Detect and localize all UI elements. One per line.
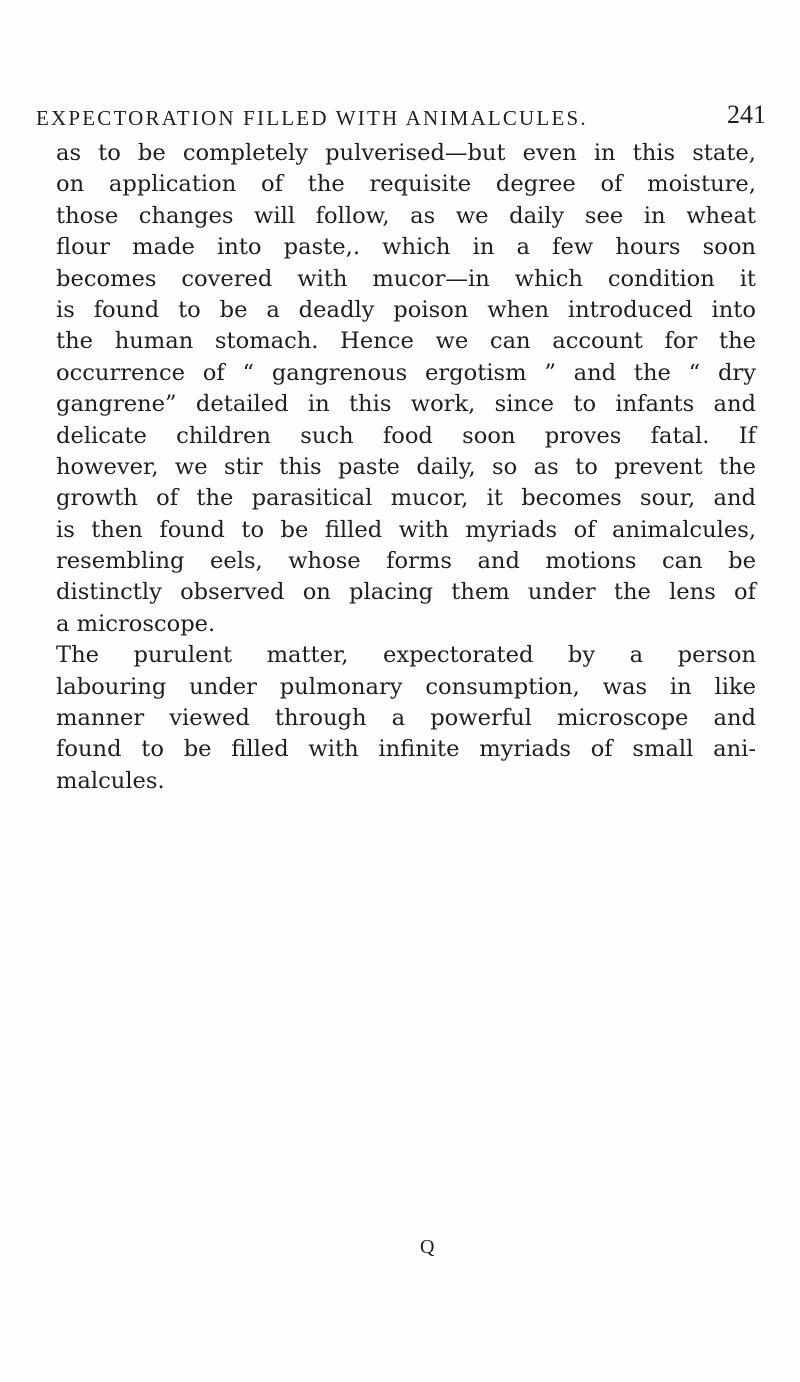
text-line: flour made into paste,. which in a few hours soon: [56, 234, 756, 261]
text-line: distinctly observed on placing them under the lens of: [56, 579, 756, 606]
text-line: delicate children such food soon proves fatal. If: [56, 422, 756, 449]
text-line: a microscope.: [56, 610, 216, 637]
text-line: manner viewed through a powerful microscope and: [56, 705, 756, 732]
page-header: [36, 100, 764, 140]
text-line: is found to be a deadly poison when introduced into: [56, 296, 756, 323]
text-line: resembling eels, whose forms and motions can be: [56, 548, 756, 575]
text-line: growth of the parasitical mucor, it becomes sour, and: [56, 485, 756, 512]
text-line: The purulent matter, expectorated by a person: [56, 642, 756, 669]
body-text: [56, 138, 756, 797]
text-line: is then found to be filled with myriads of animalcules,: [56, 516, 756, 543]
page-number: 241: [727, 100, 766, 129]
running-title: EXPECTORATION FILLED WITH ANIMALCULES.: [36, 106, 588, 130]
text-line: gangrene” detailed in this work, since to infants and: [56, 391, 756, 418]
text-line: becomes covered with mucor—in which condition it: [56, 265, 756, 292]
text-line: however, we stir this paste daily, so as to prevent the: [56, 453, 756, 480]
text-line: malcules.: [56, 767, 165, 794]
text-line: occurrence of “ gangrenous ergotism ” and the “ dry: [56, 359, 756, 386]
text-line: labouring under pulmonary consumption, was in like: [56, 673, 756, 700]
text-line: on application of the requisite degree of moisture,: [56, 171, 756, 198]
signature-mark: Q: [420, 1236, 435, 1258]
text-line: the human stomach. Hence we can account for the: [56, 328, 756, 355]
text-line: those changes will follow, as we daily see in wheat: [56, 202, 756, 229]
text-line: as to be completely pulverised—but even in this state,: [56, 140, 756, 166]
text-line: found to be filled with infinite myriads of small ani-: [56, 736, 756, 763]
